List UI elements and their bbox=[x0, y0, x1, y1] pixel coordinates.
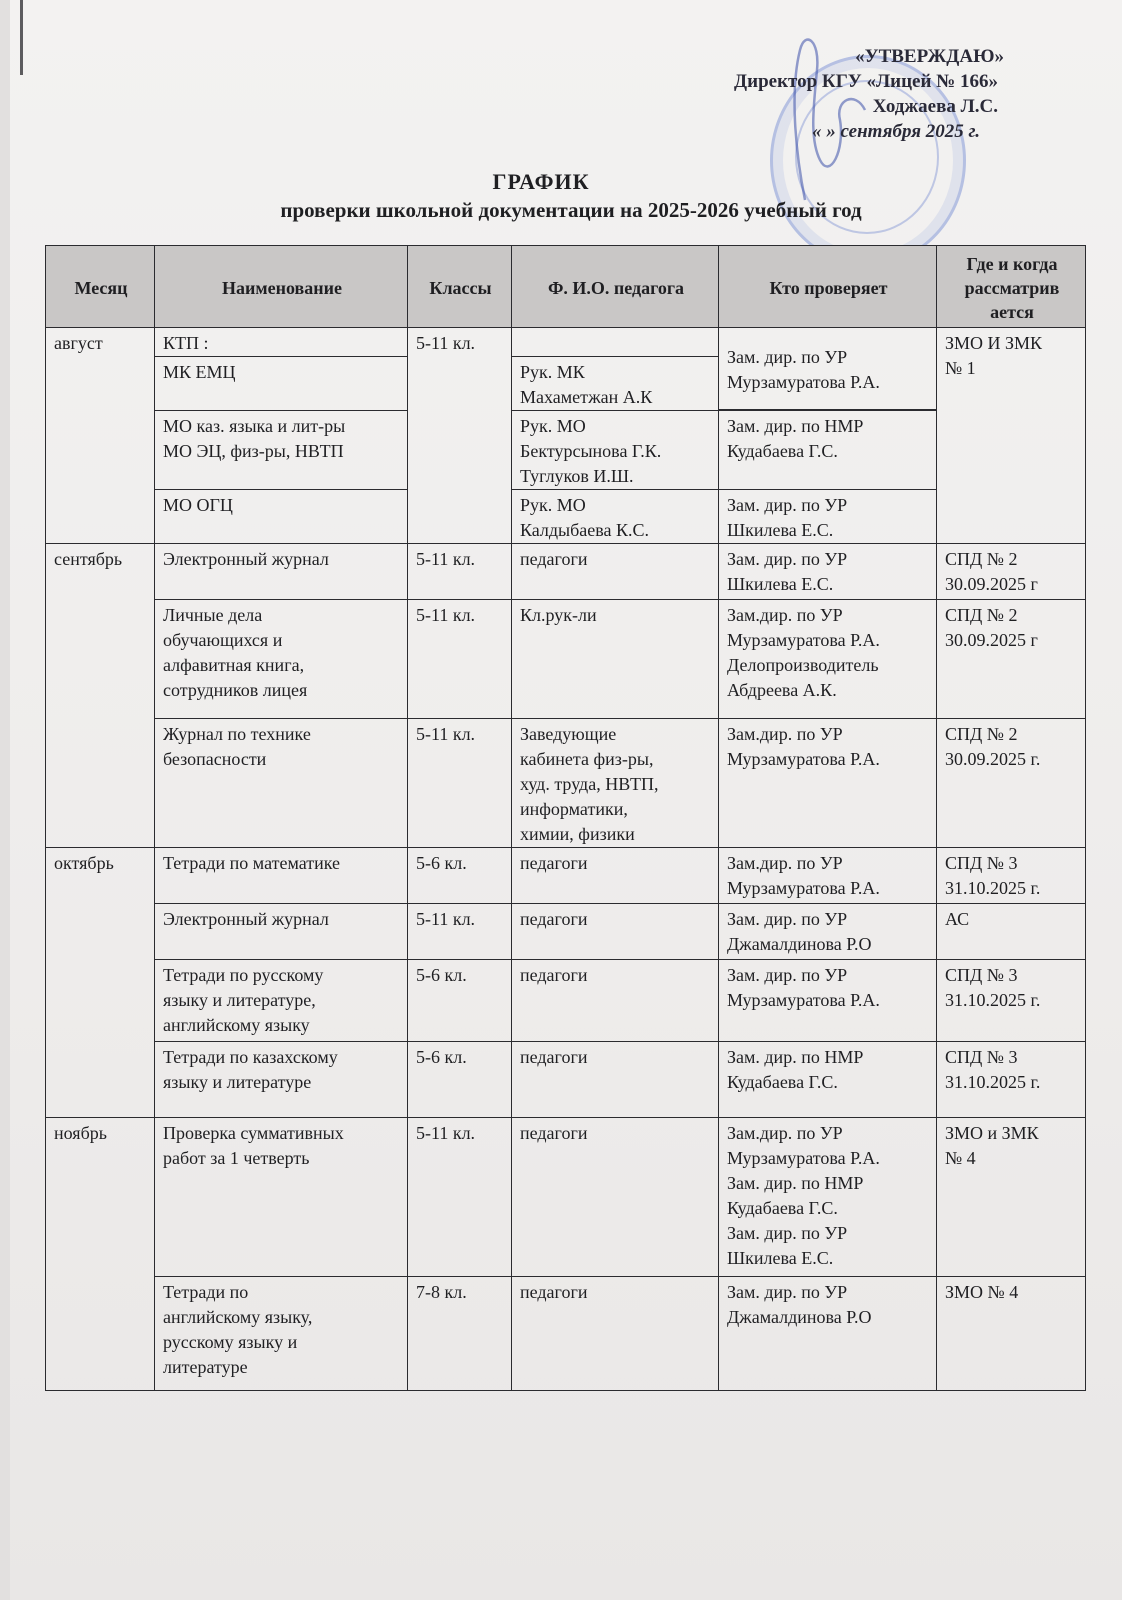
where-cell: ЗМО и ЗМК № 4 bbox=[937, 1118, 1086, 1277]
item-name: Тетради по математике bbox=[155, 848, 408, 904]
table-header-row bbox=[46, 246, 1086, 328]
checker-cell: Зам.дир. по УР Мурзамуратова Р.А. bbox=[719, 848, 937, 904]
item-name: Тетради по казахскому языку и литературе bbox=[155, 1042, 408, 1118]
approval-date: « » сентября 2025 г. bbox=[812, 121, 980, 142]
teacher-cell bbox=[512, 328, 719, 357]
month-cell: август bbox=[46, 328, 155, 544]
item-name: Электронный журнал bbox=[155, 544, 408, 600]
teacher-cell: педагоги bbox=[512, 960, 719, 1042]
director-position: Директор КГУ «Лицей № 166» bbox=[734, 71, 998, 92]
where-cell: СПД № 3 31.10.2025 г. bbox=[937, 960, 1086, 1042]
item-name: Личные дела обучающихся и алфавитная книга, сотрудников лицея bbox=[155, 600, 408, 719]
teacher-cell: Рук. МО Бектурсынова Г.К. Туглуков И.Ш. bbox=[512, 411, 719, 490]
teacher-cell: Кл.рук-ли bbox=[512, 600, 719, 719]
teacher-cell: педагоги bbox=[512, 1118, 719, 1277]
checker-cell: Зам.дир. по УР Мурзамуратова Р.А. bbox=[719, 719, 937, 848]
where-cell: СПД № 3 31.10.2025 г. bbox=[937, 848, 1086, 904]
teacher-cell: педагоги bbox=[512, 1042, 719, 1118]
table-row bbox=[46, 848, 1086, 904]
classes-cell: 5-6 кл. bbox=[408, 848, 512, 904]
director-name: Ходжаева Л.С. bbox=[872, 96, 998, 117]
teacher-cell: Рук. МК Махаметжан А.К bbox=[512, 357, 719, 411]
classes-cell: 5-11 кл. bbox=[408, 719, 512, 848]
item-name: МК ЕМЦ bbox=[155, 357, 408, 411]
column-header: Ф. И.О. педагога bbox=[512, 246, 719, 328]
table-row bbox=[46, 1042, 1086, 1118]
classes-cell: 7-8 кл. bbox=[408, 1277, 512, 1391]
item-name: Электронный журнал bbox=[155, 904, 408, 960]
checker-cell: Зам.дир. по УР Мурзамуратова Р.А. Зам. дир. по НМР Кудабаева Г.С. Зам. дир. по УР Шкилева Е.С. bbox=[719, 1118, 937, 1277]
month-cell: ноябрь bbox=[46, 1118, 155, 1391]
checker-cell: Зам. дир. по УР Шкилева Е.С. bbox=[719, 544, 937, 600]
where-cell: СПД № 3 31.10.2025 г. bbox=[937, 1042, 1086, 1118]
item-name: МО каз. языка и лит-ры МО ЭЦ, физ-ры, НВТП bbox=[155, 411, 408, 490]
where-cell: ЗМО № 4 bbox=[937, 1277, 1086, 1391]
checker-cell: Зам.дир. по УР Мурзамуратова Р.А. Делопроизводитель Абдреева А.К. bbox=[719, 600, 937, 719]
table-row bbox=[46, 544, 1086, 600]
month-cell: сентябрь bbox=[46, 544, 155, 848]
column-header: Наименование bbox=[155, 246, 408, 328]
teacher-cell: педагоги bbox=[512, 904, 719, 960]
classes-cell: 5-11 кл. bbox=[408, 328, 512, 544]
document-title bbox=[0, 168, 1122, 224]
classes-cell: 5-11 кл. bbox=[408, 600, 512, 719]
table-row bbox=[46, 719, 1086, 848]
where-cell: АС bbox=[937, 904, 1086, 960]
table-row bbox=[46, 1118, 1086, 1277]
checker-cell: Зам. дир. по УР Мурзамуратова Р.А. bbox=[719, 960, 937, 1042]
where-cell: СПД № 2 30.09.2025 г. bbox=[937, 719, 1086, 848]
page-shadow-edge bbox=[0, 0, 10, 1600]
table-row bbox=[46, 490, 1086, 544]
table-row bbox=[46, 904, 1086, 960]
checker-cell: Зам. дир. по НМР Кудабаева Г.С. bbox=[719, 1042, 937, 1118]
checker-cell: Зам. дир. по УР Джамалдинова Р.О bbox=[719, 1277, 937, 1391]
checker-cell: Зам. дир. по УР Шкилева Е.С. bbox=[719, 490, 937, 544]
item-name: Тетради по русскому языку и литературе, английскому языку bbox=[155, 960, 408, 1042]
item-name: МО ОГЦ bbox=[155, 490, 408, 544]
month-cell: октябрь bbox=[46, 848, 155, 1118]
where-cell: ЗМО И ЗМК № 1 bbox=[937, 328, 1086, 544]
column-header: Где и когда рассматрив ается bbox=[937, 246, 1086, 328]
teacher-cell: педагоги bbox=[512, 848, 719, 904]
column-header: Кто проверяет bbox=[719, 246, 937, 328]
schedule-table bbox=[45, 245, 1086, 1391]
classes-cell: 5-6 кл. bbox=[408, 960, 512, 1042]
teacher-cell: Заведующие кабинета физ-ры, худ. труда, НВТП, информатики, химии, физики bbox=[512, 719, 719, 848]
approve-label: «УТВЕРЖДАЮ» bbox=[855, 46, 1004, 67]
table-row bbox=[46, 411, 1086, 490]
title-main: ГРАФИК bbox=[492, 169, 590, 194]
column-header: Месяц bbox=[46, 246, 155, 328]
approval-block bbox=[734, 44, 1004, 144]
item-name: Проверка суммативных работ за 1 четверть bbox=[155, 1118, 408, 1277]
item-name: Тетради по английскому языку, русскому языку и литературе bbox=[155, 1277, 408, 1391]
classes-cell: 5-11 кл. bbox=[408, 904, 512, 960]
table-row bbox=[46, 328, 1086, 357]
teacher-cell: педагоги bbox=[512, 1277, 719, 1391]
checker-cell: Зам. дир. по НМР Кудабаева Г.С. bbox=[719, 411, 937, 490]
classes-cell: 5-11 кл. bbox=[408, 544, 512, 600]
table-row bbox=[46, 960, 1086, 1042]
classes-cell: 5-6 кл. bbox=[408, 1042, 512, 1118]
teacher-cell: Рук. МО Калдыбаева К.С. bbox=[512, 490, 719, 544]
checker-cell: Зам. дир. по УР Мурзамуратова Р.А. bbox=[719, 328, 937, 410]
title-subtitle: проверки школьной документации на 2025-2026 учебный год bbox=[280, 198, 862, 222]
table-row bbox=[46, 600, 1086, 719]
binding-mark bbox=[20, 0, 23, 75]
where-cell: СПД № 2 30.09.2025 г bbox=[937, 544, 1086, 600]
item-name: Журнал по технике безопасности bbox=[155, 719, 408, 848]
table-row bbox=[46, 1277, 1086, 1391]
column-header: Классы bbox=[408, 246, 512, 328]
item-name: КТП : bbox=[155, 328, 408, 357]
classes-cell: 5-11 кл. bbox=[408, 1118, 512, 1277]
teacher-cell: педагоги bbox=[512, 544, 719, 600]
where-cell: СПД № 2 30.09.2025 г bbox=[937, 600, 1086, 719]
checker-cell: Зам. дир. по УР Джамалдинова Р.О bbox=[719, 904, 937, 960]
